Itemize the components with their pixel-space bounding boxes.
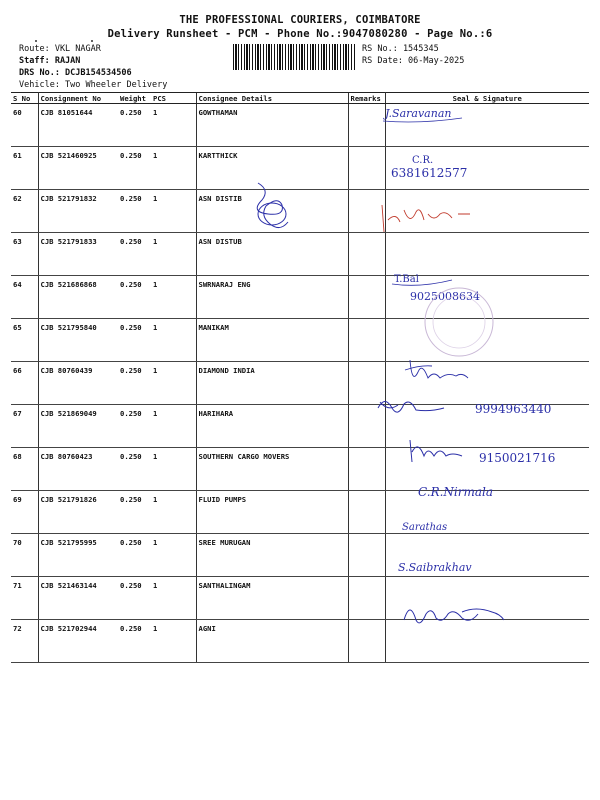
cell-sno: 71 [11,577,38,620]
cell-pcs: 1 [151,620,196,663]
cell-consignment: CJB 521791833 [38,233,118,276]
cell-sno: 66 [11,362,38,405]
col-weight: Weight [118,93,151,104]
cell-weight: 0.250 [118,319,151,362]
cell-pcs: 1 [151,362,196,405]
col-sno: S No [11,93,38,104]
cell-remarks [348,233,385,276]
cell-signature [385,362,589,405]
signature-69: C.R.Nirmala [418,485,494,499]
cell-pcs: 1 [151,190,196,233]
signature-71: S.Saibrakhav [398,561,472,574]
cell-pcs: 1 [151,319,196,362]
cell-remarks [348,276,385,319]
runsheet-title: Delivery Runsheet - PCM - Phone No.:9047080280 - Page No.:6 [107,28,493,40]
signature-67-phone: 9994963440 [475,402,552,416]
cell-weight: 0.250 [118,491,151,534]
cell-sno: 60 [11,104,38,147]
cell-consignment: CJB 521791826 [38,491,118,534]
runsheet-table [11,92,589,663]
col-remarks: Remarks [348,93,385,104]
cell-sno: 72 [11,620,38,663]
signature-61-phone: 6381612577 [391,166,468,180]
cell-consignee: AGNI [196,620,348,663]
cell-weight: 0.250 [118,620,151,663]
cell-consignee: SANTHALINGAM [196,577,348,620]
staff-label: Staff: RAJAN [19,56,81,66]
cell-consignee: KARTTHICK [196,147,348,190]
cell-consignee: ASN DISTIB [196,190,348,233]
signature-68-phone: 9150021716 [479,451,556,465]
cell-pcs: 1 [151,405,196,448]
cell-consignee: FLUID PUMPS [196,491,348,534]
cell-remarks [348,362,385,405]
cell-consignment: CJB 521795995 [38,534,118,577]
route-label: Route: VKL NAGAR [19,44,101,54]
cell-consignment: CJB 521795840 [38,319,118,362]
cell-signature [385,491,589,534]
cell-consignment: CJB 521686868 [38,276,118,319]
table-row [11,534,589,577]
cell-signature [385,448,589,491]
table-row [11,233,589,276]
cell-consignment: CJB 80760439 [38,362,118,405]
cell-pcs: 1 [151,534,196,577]
cell-weight: 0.250 [118,577,151,620]
cell-signature [385,190,589,233]
drs-label: DRS No.: DCJB154534506 [19,68,132,78]
cell-pcs: 1 [151,577,196,620]
cell-remarks [348,577,385,620]
cell-consignee: GOWTHAMAN [196,104,348,147]
col-consignment: Consignment No [38,93,118,104]
signature-64-name: T.Bal [394,274,419,285]
cell-weight: 0.250 [118,405,151,448]
cell-sno: 65 [11,319,38,362]
cell-weight: 0.250 [118,534,151,577]
cell-consignment: CJB 521463144 [38,577,118,620]
cell-remarks [348,448,385,491]
table-row [11,147,589,190]
cell-signature [385,147,589,190]
cell-signature [385,276,589,319]
barcode-icon [233,44,355,70]
cell-remarks [348,620,385,663]
cell-consignee: SWRNARAJ ENG [196,276,348,319]
cell-sno: 69 [11,491,38,534]
cell-sno: 70 [11,534,38,577]
cell-sno: 61 [11,147,38,190]
cell-weight: 0.250 [118,362,151,405]
cell-sno: 68 [11,448,38,491]
col-consignee: Consignee Details [196,93,348,104]
cell-consignee: SREE MURUGAN [196,534,348,577]
cell-consignee: ASN DISTUB [196,233,348,276]
cell-consignment: CJB 521869049 [38,405,118,448]
table-row [11,620,589,663]
cell-weight: 0.250 [118,190,151,233]
signature-61-initials: C.R. [412,155,434,166]
cell-pcs: 1 [151,104,196,147]
cell-pcs: 1 [151,448,196,491]
cell-sno: 64 [11,276,38,319]
vehicle-label: Vehicle: Two Wheeler Delivery [19,80,168,90]
scan-dot [35,40,37,42]
cell-consignee: SOUTHERN CARGO MOVERS [196,448,348,491]
cell-consignment: CJB 521791832 [38,190,118,233]
cell-remarks [348,319,385,362]
cell-consignment: CJB 81051644 [38,104,118,147]
signature-60: J.Saravanan [385,107,452,120]
table-row [11,577,589,620]
cell-pcs: 1 [151,233,196,276]
cell-weight: 0.250 [118,233,151,276]
signature-70: Sarathas [402,522,448,533]
scan-dot [91,40,93,42]
cell-signature [385,577,589,620]
cell-consignment: CJB 80760423 [38,448,118,491]
cell-weight: 0.250 [118,104,151,147]
cell-remarks [348,534,385,577]
col-seal-signature: Seal & Signature [385,93,589,104]
cell-signature [385,534,589,577]
cell-sno: 63 [11,233,38,276]
cell-signature [385,233,589,276]
cell-signature [385,405,589,448]
company-title: THE PROFESSIONAL COURIERS, COIMBATORE [179,14,421,26]
cell-weight: 0.250 [118,448,151,491]
cell-consignee: MANIKAM [196,319,348,362]
cell-consignee: HARIHARA [196,405,348,448]
table-row [11,491,589,534]
cell-remarks [348,491,385,534]
cell-remarks [348,405,385,448]
table-row [11,276,589,319]
signature-64-phone: 9025008634 [410,290,480,303]
table-row [11,190,589,233]
table-row [11,405,589,448]
cell-consignment: CJB 521702944 [38,620,118,663]
cell-weight: 0.250 [118,147,151,190]
rs-date: RS Date: 06-May-2025 [362,56,465,66]
cell-signature [385,319,589,362]
cell-consignment: CJB 521460925 [38,147,118,190]
cell-pcs: 1 [151,491,196,534]
cell-sno: 67 [11,405,38,448]
cell-consignee: DIAMOND INDIA [196,362,348,405]
cell-pcs: 1 [151,147,196,190]
cell-signature [385,104,589,147]
cell-sno: 62 [11,190,38,233]
table-row [11,104,589,147]
cell-signature [385,620,589,663]
cell-remarks [348,190,385,233]
cell-remarks [348,147,385,190]
cell-pcs: 1 [151,276,196,319]
table-row [11,362,589,405]
table-row [11,448,589,491]
table-row [11,319,589,362]
table-header-row [11,93,589,104]
cell-remarks [348,104,385,147]
rs-number: RS No.: 1545345 [362,44,439,54]
cell-weight: 0.250 [118,276,151,319]
col-pcs: PCS [151,93,196,104]
